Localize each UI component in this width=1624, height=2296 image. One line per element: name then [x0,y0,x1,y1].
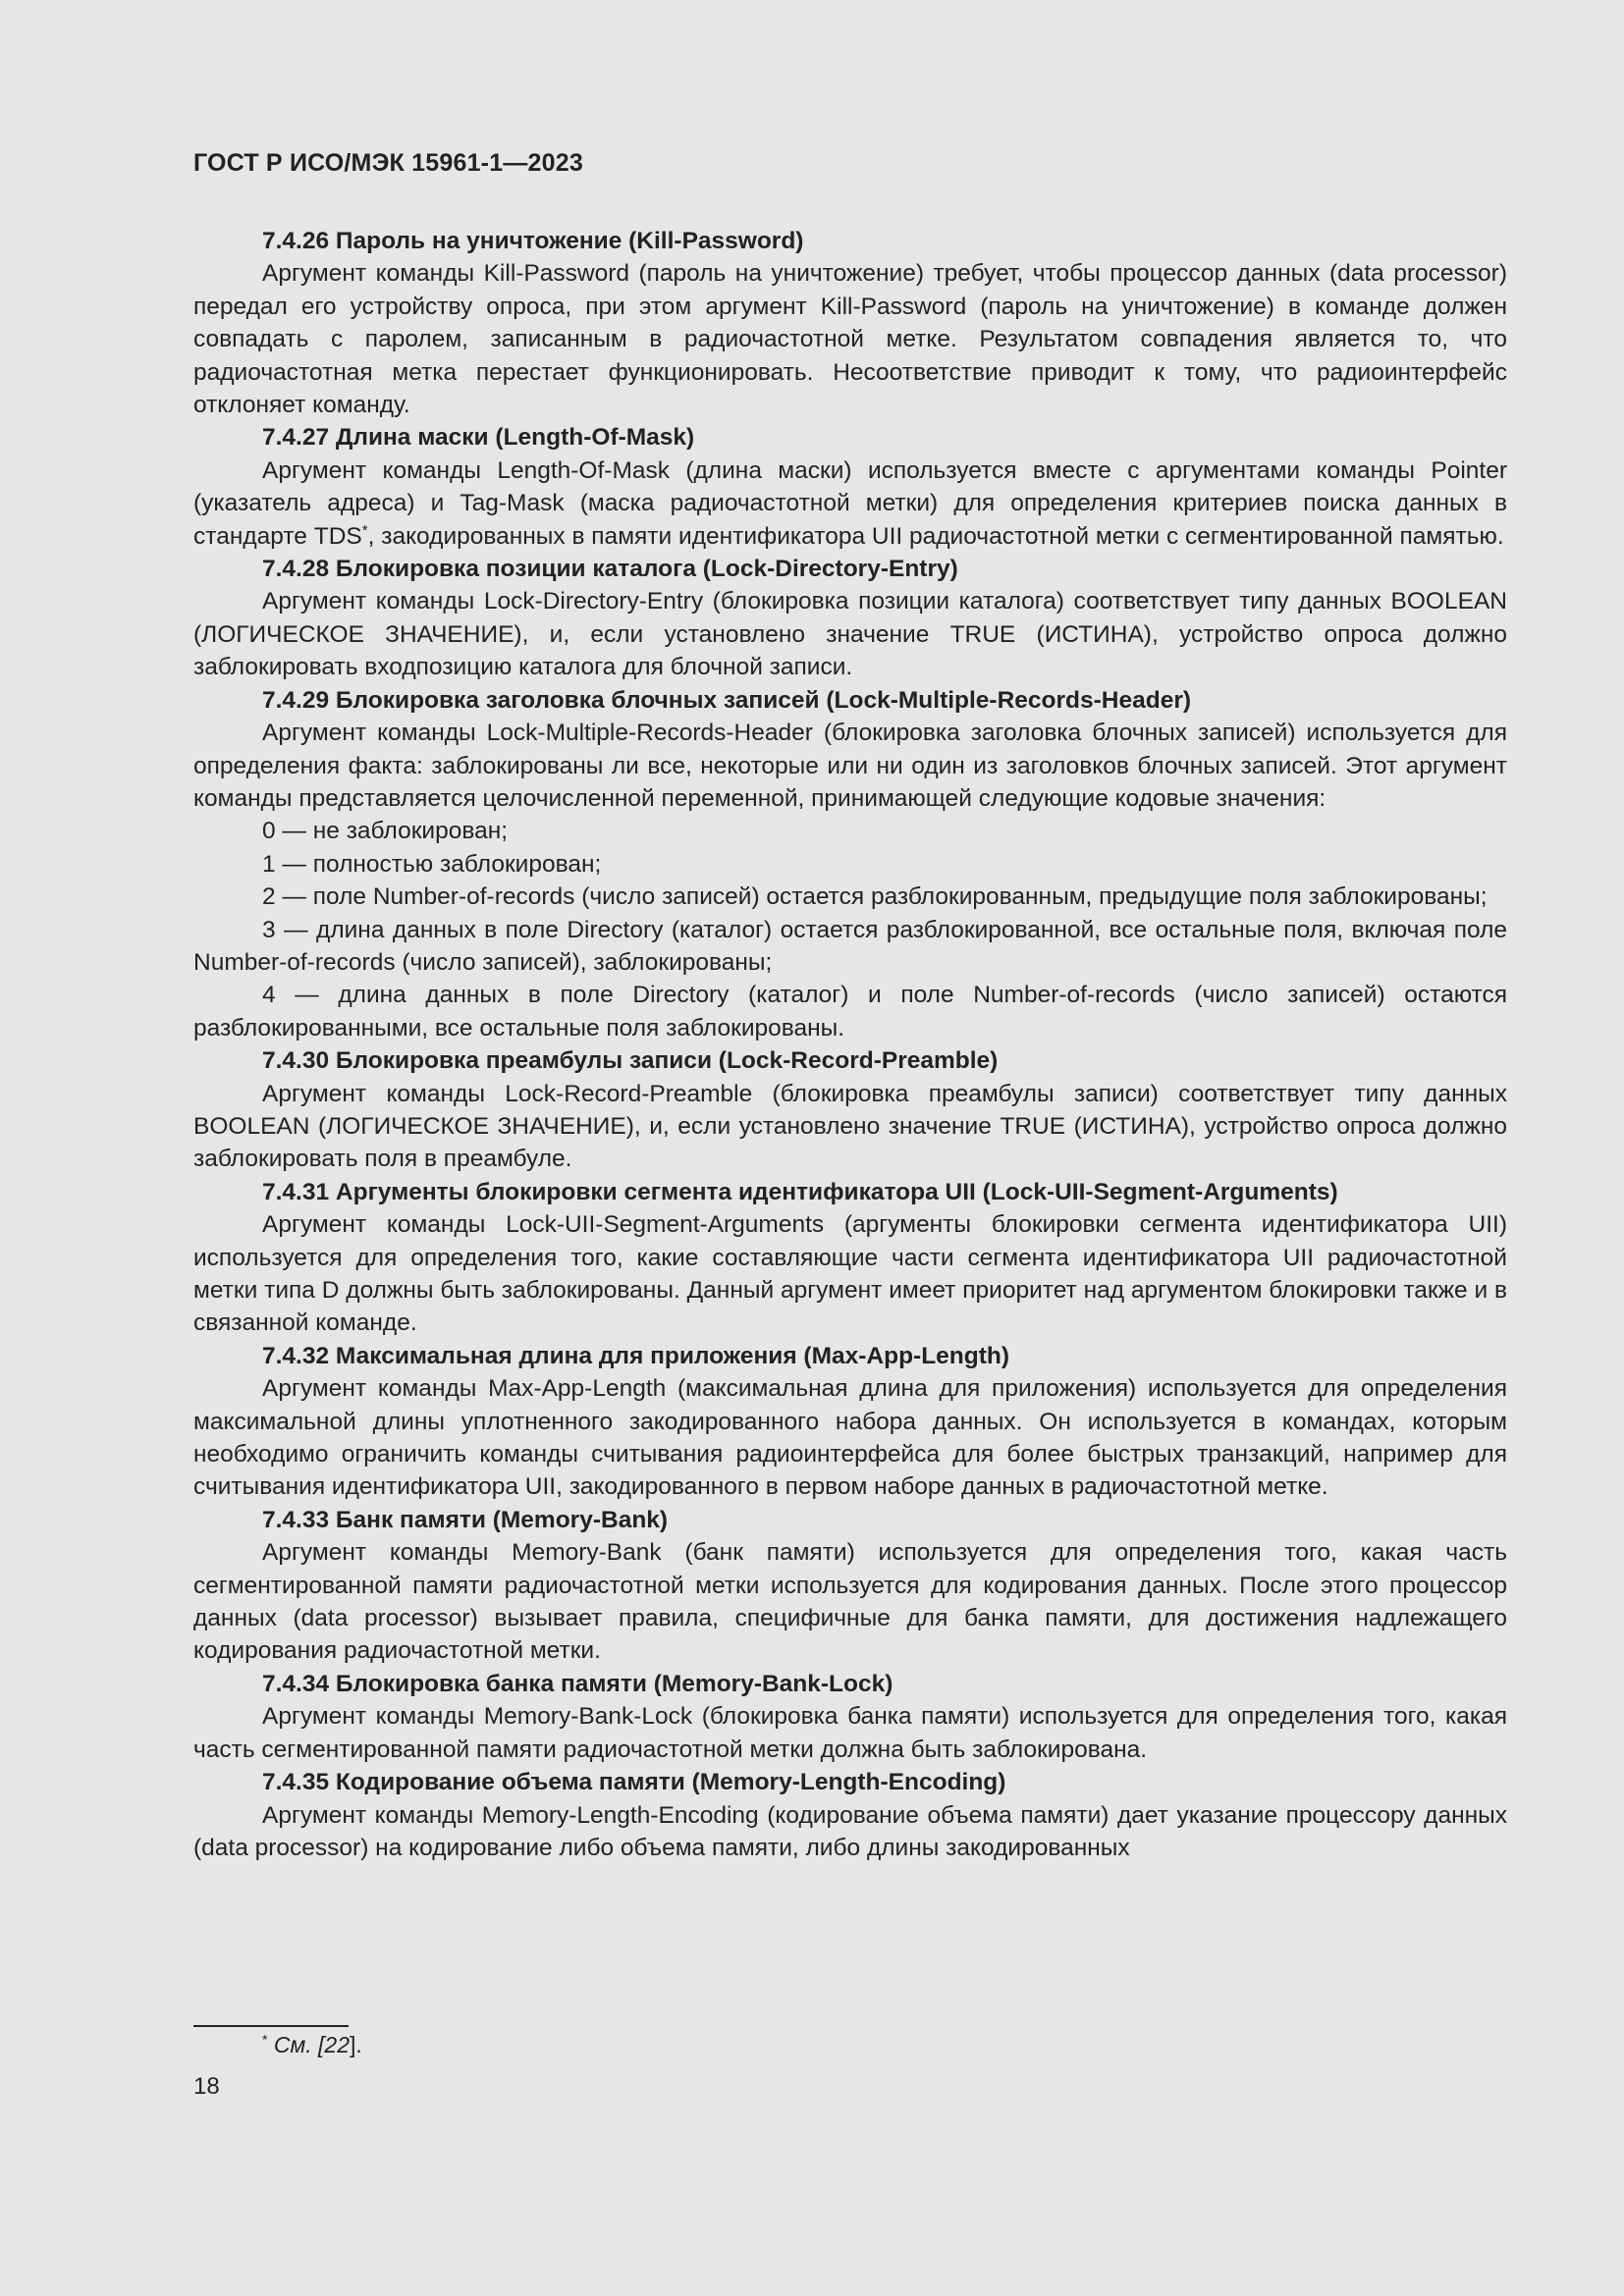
section-paragraph: Аргумент команды Max-App-Length (максимальная длина для приложения) используется для определения максимальной длины уплотненного закодированного набора данных. Он используется в командах, которым необходимо ограничить команды считывания радиоинтерфейса для более быстрых транзакций, например для считывания идентификатора UII, закодированного в первом наборе данных в радиочастотной метке. [193,1375,1507,1501]
footnote-divider [193,2025,349,2027]
section-paragraph: Аргумент команды Lock-UII-Segment-Arguments (аргументы блокировки сегмента идентификатора UII) используется для определения того, какие составляющие части сегмента идентификатора UII радиочастотной метки типа D должны быть заблокированы. Данный аргумент имеет приоритет над аргументом блокировки также и в связанной команде. [193,1211,1507,1337]
document-body [193,225,1507,1864]
page-number: 18 [193,2073,220,2100]
section-heading: 7.4.34 Блокировка банка памяти (Memory-Bank-Lock) [262,1670,893,1697]
footnote-reference: 22 [324,2032,350,2057]
section-heading: 7.4.30 Блокировка преамбулы записи (Lock-Record-Preamble) [262,1047,999,1075]
document-header: ГОСТ Р ИСО/МЭК 15961-1—2023 [193,149,583,177]
section-paragraph: Аргумент команды Kill-Password (пароль на уничтожение) требует, чтобы процессор данных (data processor) передал его устройству опроса, при этом аргумент Kill-Password (пароль на уничтожение) в команде должен совпадать с паролем, записанным в радиочастотной метке. Результатом совпадения является то, что радиочастотная метка перестает функционировать. Несоответствие приводит к тому, что радиоинтерфейс отклоняет команду. [193,260,1507,419]
section-heading: 7.4.31 Аргументы блокировки сегмента идентификатора UII (Lock-UII-Segment-Arguments) [262,1178,1338,1205]
section-heading: 7.4.29 Блокировка заголовка блочных записей (Lock-Multiple-Records-Header) [262,686,1192,714]
section-heading: 7.4.35 Кодирование объема памяти (Memory-Length-Encoding) [262,1769,1006,1796]
section-paragraph [193,454,1507,553]
list-item: 1 — полностью заблокирован; [262,850,602,878]
section-heading: 7.4.32 Максимальная длина для приложения (Max-App-Length) [262,1342,1009,1369]
section-paragraph: Аргумент команды Memory-Length-Encoding (кодирование объема памяти) дает указание процессору данных (data processor) на кодирование либо объема памяти, либо длины закодированных [193,1801,1507,1861]
footnote-mark: * [262,2031,268,2048]
section-paragraph: Аргумент команды Memory-Bank (банк памяти) используется для определения того, какая часть сегментированной памяти радиочастотной метки используется для кодирования данных. После этого процессор данных (data processor) вызывает правила, специфичные для банка памяти, для достижения надлежащего кодирования радиочастотной метки. [193,1539,1507,1665]
section-heading: 7.4.33 Банк памяти (Memory-Bank) [262,1506,669,1533]
section-heading: 7.4.26 Пароль на уничтожение (Kill-Password) [262,228,804,254]
footnote [262,2030,362,2059]
list-item: 4 — длина данных в поле Directory (каталог) и поле Number-of-records (число записей) остаются разблокированными, все остальные поля заблокированы. [193,982,1507,1041]
section-heading: 7.4.27 Длина маски (Length-Of-Mask) [262,424,695,452]
paragraph-text: Аргумент команды Length-Of-Mask (длина маски) используется вместе с аргументами команды Pointer (указатель адреса) и Tag-Mask (маска радиочастотной метки) для определения критериев поиска данных в стандарте TDS [193,456,1507,550]
section-paragraph: Аргумент команды Lock-Multiple-Records-Header (блокировка заголовка блочных записей) используется для определения факта: заблокированы ли все, некоторые или ни один из заголовков блочных записей. Этот аргумент команды представляется целочисленной переменной, принимающей следующие кодовые значения: [193,720,1507,812]
list-item: 0 — не заблокирован; [262,818,509,845]
paragraph-text: , закодированных в памяти идентификатора UII радиочастотной метки с сегментированной памятью. [367,522,1504,550]
footnote-prefix: См. [ [273,2032,325,2057]
section-paragraph: Аргумент команды Memory-Bank-Lock (блокировка банка памяти) используется для определения того, какая часть сегментированной памяти радиочастотной метки должна быть заблокирована. [193,1703,1507,1763]
list-item: 3 — длина данных в поле Directory (каталог) остается разблокированной, все остальные поля, включая поле Number-of-records (число записей), заблокированы; [193,916,1507,976]
section-heading: 7.4.28 Блокировка позиции каталога (Lock-Directory-Entry) [262,556,958,583]
footnote-mark: * [361,521,368,539]
footnote-suffix: ]. [350,2032,362,2057]
list-item: 2 — поле Number-of-records (число записей) остается разблокированным, предыдущие поля заблокированы; [262,883,1488,911]
section-paragraph: Аргумент команды Lock-Directory-Entry (блокировка позиции каталога) соответствует типу данных BOOLEAN (ЛОГИЧЕСКОЕ ЗНАЧЕНИЕ), и, если установлено значение TRUE (ИСТИНА), устройство опроса должно заблокировать входпозицию каталога для блочной записи. [193,588,1507,681]
section-paragraph: Аргумент команды Lock-Record-Preamble (блокировка преамбулы записи) соответствует типу данных BOOLEAN (ЛОГИЧЕСКОЕ ЗНАЧЕНИЕ), и, если установлено значение TRUE (ИСТИНА), устройство опроса должно заблокировать поля в преамбуле. [193,1080,1507,1173]
